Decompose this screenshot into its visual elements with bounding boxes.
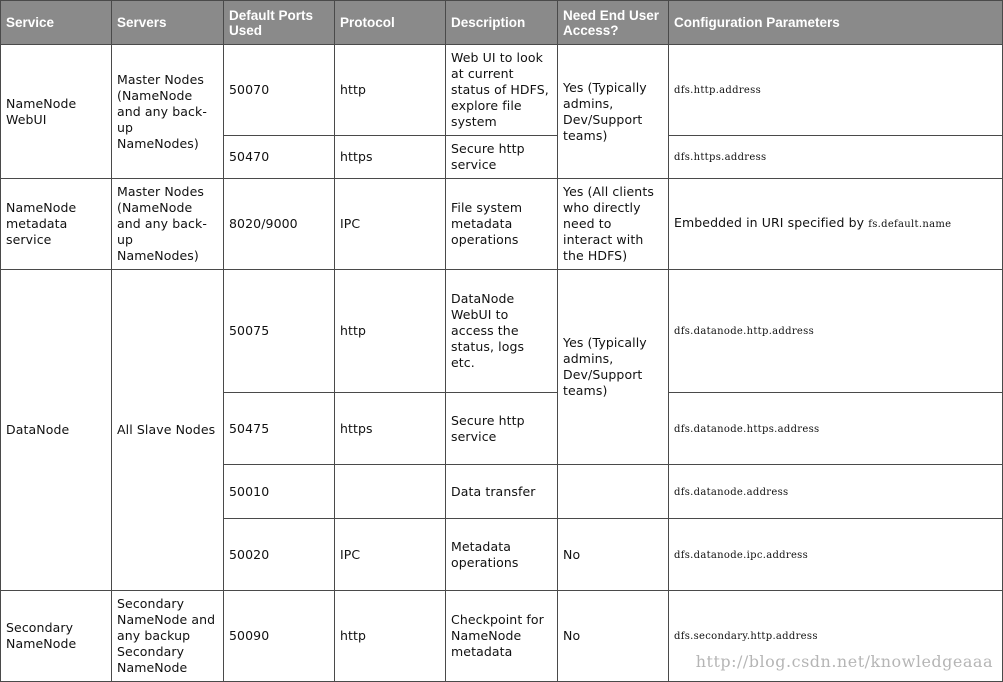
protocol-cell: http	[335, 45, 446, 136]
port-cell: 50020	[224, 519, 335, 591]
description-cell: Secure http service	[446, 136, 558, 179]
port-cell: 50010	[224, 465, 335, 519]
protocol-cell: https	[335, 136, 446, 179]
description-cell: Data transfer	[446, 465, 558, 519]
description-cell: Secure http service	[446, 393, 558, 465]
service-cell: NameNode metadata service	[1, 179, 112, 270]
protocol-cell	[335, 465, 446, 519]
port-cell: 50090	[224, 591, 335, 682]
table-row	[1, 45, 1003, 136]
config-prefix: Embedded in URI specified by	[674, 215, 869, 230]
access-cell: No	[558, 519, 669, 591]
config-param: dfs.datanode.ipc.address	[674, 549, 809, 561]
table-row	[1, 179, 1003, 270]
config-cell	[669, 45, 1003, 136]
service-cell: DataNode	[1, 270, 112, 591]
config-cell	[669, 465, 1003, 519]
config-param: dfs.datanode.http.address	[674, 326, 814, 337]
protocol-cell: IPC	[335, 519, 446, 591]
protocol-cell: https	[335, 393, 446, 465]
header-servers: Servers	[112, 1, 224, 45]
header-service: Service	[1, 1, 112, 45]
header-row	[1, 1, 1003, 45]
access-cell: No	[558, 591, 669, 682]
description-cell: Checkpoint for NameNode metadata	[446, 591, 558, 682]
protocol-cell: http	[335, 591, 446, 682]
config-cell	[669, 519, 1003, 591]
servers-cell: Master Nodes (NameNode and any back-up NameNodes)	[112, 179, 224, 270]
servers-cell: Master Nodes (NameNode and any back-up NameNodes)	[112, 45, 224, 179]
port-cell: 8020/9000	[224, 179, 335, 270]
config-param: dfs.datanode.address	[674, 486, 789, 498]
config-param: fs.default.name	[868, 219, 952, 230]
access-cell: Yes (Typically admins, Dev/Support teams)	[558, 45, 669, 179]
table-row	[1, 270, 1003, 393]
config-param: dfs.secondary.http.address	[674, 631, 818, 642]
protocol-cell: IPC	[335, 179, 446, 270]
header-description: Description	[446, 1, 558, 45]
header-config: Configuration Parameters	[669, 1, 1003, 45]
port-cell: 50475	[224, 393, 335, 465]
port-cell: 50075	[224, 270, 335, 393]
description-cell: Web UI to look at current status of HDFS, explore file system	[446, 45, 558, 136]
config-param: dfs.datanode.https.address	[674, 423, 820, 435]
watermark: http://blog.csdn.net/knowledgeaaa	[695, 652, 993, 671]
config-cell	[669, 179, 1003, 270]
servers-cell: Secondary NameNode and any backup Secondary NameNode	[112, 591, 224, 682]
access-cell	[558, 465, 669, 519]
header-protocol: Protocol	[335, 1, 446, 45]
access-cell: Yes (All clients who directly need to interact with the HDFS)	[558, 179, 669, 270]
description-cell: File system metadata operations	[446, 179, 558, 270]
access-cell: Yes (Typically admins, Dev/Support teams)	[558, 270, 669, 465]
config-cell	[669, 393, 1003, 465]
protocol-cell: http	[335, 270, 446, 393]
service-cell: Secondary NameNode	[1, 591, 112, 682]
port-cell: 50070	[224, 45, 335, 136]
header-access: Need End User Access?	[558, 1, 669, 45]
port-cell: 50470	[224, 136, 335, 179]
config-cell	[669, 270, 1003, 393]
config-param: dfs.http.address	[674, 85, 761, 96]
description-cell: Metadata operations	[446, 519, 558, 591]
servers-cell: All Slave Nodes	[112, 270, 224, 591]
config-cell	[669, 136, 1003, 179]
description-cell: DataNode WebUI to access the status, logs etc.	[446, 270, 558, 393]
header-ports: Default Ports Used	[224, 1, 335, 45]
config-param: dfs.https.address	[674, 152, 767, 163]
service-cell: NameNode WebUI	[1, 45, 112, 179]
